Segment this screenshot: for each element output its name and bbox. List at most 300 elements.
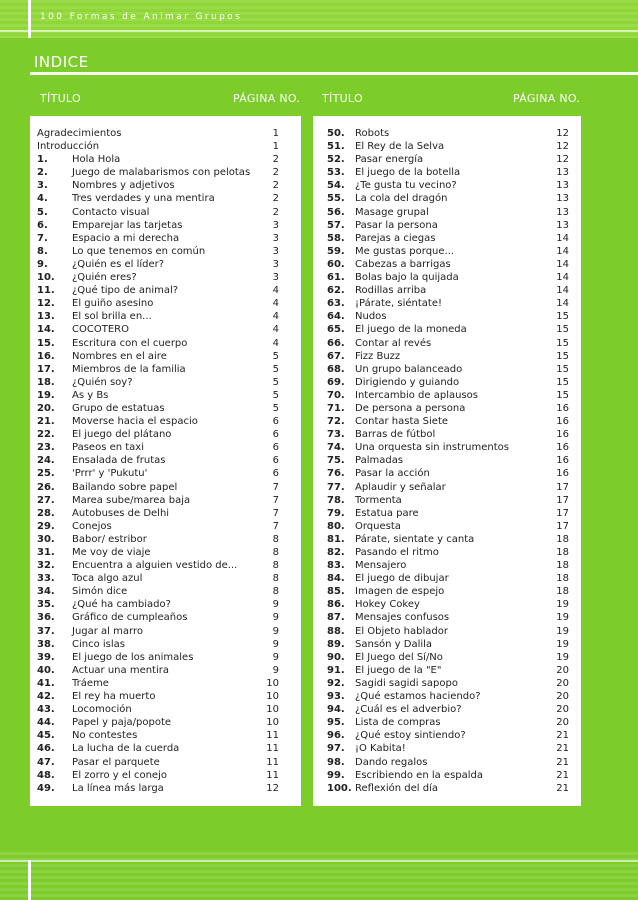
- entry-title: 'Prrr' y 'Pukutu': [72, 468, 148, 480]
- entry-number: 35.: [37, 599, 55, 611]
- index-entry: [313, 258, 581, 271]
- entry-number: 20.: [37, 402, 55, 414]
- index-entry: [313, 454, 581, 467]
- entry-page-number: 20: [556, 704, 569, 716]
- index-entry: [30, 140, 301, 153]
- entry-number: 87.: [327, 612, 345, 624]
- entry-number: 42.: [37, 691, 55, 703]
- entry-title: Cabezas a barrigas: [355, 258, 451, 270]
- index-entry: [313, 690, 581, 703]
- entry-number: 8.: [37, 245, 48, 257]
- entry-title: El zorro y el conejo: [72, 769, 167, 781]
- entry-number: 41.: [37, 677, 55, 689]
- left-col-title-header: TÍTULO: [40, 92, 81, 105]
- index-entry: [30, 376, 301, 389]
- index-entry: [30, 297, 301, 310]
- index-entry: [30, 389, 301, 402]
- entry-number: 3.: [37, 180, 48, 192]
- entry-page-number: 17: [556, 481, 569, 493]
- entry-number: 36.: [37, 612, 55, 624]
- entry-title: Estatua pare: [355, 507, 419, 519]
- entry-title: Lista de compras: [355, 717, 441, 729]
- entry-page-number: 18: [556, 560, 569, 572]
- entry-page-number: 7: [272, 520, 279, 532]
- entry-page-number: 10: [266, 691, 279, 703]
- entry-number: 9.: [37, 258, 48, 270]
- entry-title: Sansón y Dalila: [355, 638, 433, 650]
- entry-page-number: 5: [272, 389, 279, 401]
- index-entry: [313, 166, 581, 179]
- entry-title: Nombres en el aire: [72, 350, 167, 362]
- entry-page-number: 5: [272, 363, 279, 375]
- entry-number: 39.: [37, 651, 55, 663]
- index-entry: [30, 258, 301, 271]
- entry-page-number: 21: [556, 756, 569, 768]
- entry-title: Pasar la acción: [355, 468, 430, 480]
- entry-title: ¿Quién eres?: [72, 272, 137, 284]
- entry-title: Cinco islas: [72, 638, 125, 650]
- entry-page-number: 12: [266, 782, 279, 794]
- index-entry: [30, 769, 301, 782]
- index-entry: [313, 415, 581, 428]
- entry-number: 86.: [327, 599, 345, 611]
- entry-title: El juego de la moneda: [355, 324, 467, 336]
- entry-number: 57.: [327, 219, 345, 231]
- entry-title: Contacto visual: [72, 206, 150, 218]
- entry-number: 93.: [327, 691, 345, 703]
- index-entry: [313, 284, 581, 297]
- entry-title: Conejos: [72, 520, 112, 532]
- entry-number: 100.: [327, 782, 352, 794]
- entry-title: Hola Hola: [72, 154, 121, 166]
- index-entry: [313, 572, 581, 585]
- index-entry: [30, 729, 301, 742]
- entry-title: Robots: [355, 128, 390, 139]
- entry-number: 37.: [37, 625, 55, 637]
- index-entry: [30, 454, 301, 467]
- entry-number: 51.: [327, 141, 345, 153]
- entry-number: 65.: [327, 324, 345, 336]
- entry-number: 44.: [37, 717, 55, 729]
- entry-number: 56.: [327, 206, 345, 218]
- entry-title: Marea sube/marea baja: [72, 494, 191, 506]
- entry-number: 99.: [327, 769, 345, 781]
- index-entry: [313, 467, 581, 480]
- entry-number: 82.: [327, 547, 345, 558]
- index-title: INDICE: [34, 53, 89, 71]
- entry-number: 13.: [37, 311, 55, 323]
- entry-number: 80.: [327, 520, 345, 532]
- entry-number: 71.: [327, 402, 345, 414]
- index-entry: [313, 585, 581, 598]
- entry-number: 47.: [37, 756, 55, 768]
- right-col-page-header: PÁGINA NO.: [513, 92, 581, 105]
- index-entry: [313, 323, 581, 336]
- entry-title: Ensalada de frutas: [72, 455, 166, 467]
- entry-title: Párate, sientate y canta: [355, 533, 475, 545]
- entry-title: ¿Te gusta tu vecino?: [355, 180, 457, 192]
- entry-title: Jugar al marro: [72, 625, 143, 637]
- entry-number: 17.: [37, 363, 55, 375]
- entry-page-number: 15: [556, 389, 569, 401]
- entry-page-number: 3: [272, 219, 279, 231]
- entry-title: Mensajero: [355, 560, 407, 572]
- entry-number: 48.: [37, 769, 55, 781]
- entry-title: ¿Qué tipo de animal?: [72, 285, 179, 297]
- entry-number: 7.: [37, 232, 48, 244]
- index-entry: [30, 533, 301, 546]
- entry-number: 12.: [37, 298, 55, 310]
- entry-page-number: 20: [556, 664, 569, 676]
- entry-page-number: 14: [556, 245, 569, 257]
- entry-title: ¿Quién es el líder?: [72, 258, 165, 270]
- header-accent-bar: [28, 0, 31, 38]
- entry-title: Emparejar las tarjetas: [72, 219, 183, 231]
- entry-title: Dirigiendo y guiando: [355, 376, 460, 388]
- entry-page-number: 5: [272, 376, 279, 388]
- index-entry: [30, 415, 301, 428]
- entry-page-number: 4: [272, 298, 279, 310]
- index-entry: [30, 756, 301, 769]
- entry-title: COCOTERO: [72, 324, 129, 336]
- entry-title: Papel y paja/popote: [72, 717, 172, 729]
- index-entry: [313, 651, 581, 664]
- entry-title: Actuar una mentira: [72, 664, 169, 676]
- index-entry: [30, 690, 301, 703]
- index-entry: [313, 638, 581, 651]
- entry-title: Bolas bajo la quijada: [355, 272, 459, 284]
- index-entry: [30, 323, 301, 336]
- entry-page-number: 4: [272, 285, 279, 297]
- index-entry: [313, 232, 581, 245]
- index-entry: [313, 219, 581, 232]
- entry-page-number: 9: [272, 625, 279, 637]
- entry-page-number: 18: [556, 586, 569, 598]
- index-entry: [30, 192, 301, 205]
- index-entry: [30, 677, 301, 690]
- index-entry: [313, 389, 581, 402]
- entry-title: Fizz Buzz: [355, 350, 401, 362]
- entry-number: 90.: [327, 651, 345, 663]
- entry-number: 5.: [37, 206, 48, 218]
- entry-page-number: 11: [266, 730, 279, 742]
- entry-page-number: 21: [556, 769, 569, 781]
- entry-number: 60.: [327, 258, 345, 270]
- entry-title: Rodillas arriba: [355, 285, 427, 297]
- index-entry: [313, 716, 581, 729]
- index-entry: [313, 520, 581, 533]
- entry-title: Miembros de la familia: [72, 363, 186, 375]
- entry-page-number: 19: [556, 651, 569, 663]
- entry-title: La lucha de la cuerda: [72, 743, 180, 755]
- entry-title: Bailando sobre papel: [72, 481, 178, 493]
- index-entry: [30, 494, 301, 507]
- index-entry: [30, 651, 301, 664]
- entry-title: ¡O Kabita!: [355, 743, 406, 755]
- entry-page-number: 3: [272, 272, 279, 284]
- entry-page-number: 11: [266, 756, 279, 768]
- entry-page-number: 16: [556, 455, 569, 467]
- entry-number: 15.: [37, 337, 55, 349]
- entry-page-number: 3: [272, 232, 279, 244]
- footer-accent-bar: [28, 860, 31, 900]
- entry-page-number: 15: [556, 350, 569, 362]
- index-entry: [30, 310, 301, 323]
- entry-title: Mensajes confusos: [355, 612, 450, 624]
- entry-number: 31.: [37, 547, 55, 558]
- index-entry: [313, 677, 581, 690]
- entry-page-number: 4: [272, 337, 279, 349]
- entry-title: Simón dice: [72, 586, 128, 598]
- index-entry: [313, 625, 581, 638]
- entry-page-number: 15: [556, 376, 569, 388]
- index-entry: [313, 245, 581, 258]
- entry-number: 14.: [37, 324, 55, 336]
- entry-number: 2.: [37, 167, 48, 179]
- index-entry: [30, 611, 301, 624]
- index-entry: [313, 376, 581, 389]
- entry-page-number: 10: [266, 704, 279, 716]
- entry-page-number: 5: [272, 402, 279, 414]
- entry-title: Introducción: [37, 141, 100, 153]
- entry-title: Escritura con el cuerpo: [72, 337, 188, 349]
- entry-number: 21.: [37, 416, 55, 428]
- index-entry: [30, 337, 301, 350]
- entry-page-number: 2: [272, 206, 279, 218]
- entry-number: 68.: [327, 363, 345, 375]
- index-entry: [30, 206, 301, 219]
- index-entry: [313, 494, 581, 507]
- index-entry: [30, 546, 301, 559]
- entry-number: 63.: [327, 298, 345, 310]
- entry-number: 24.: [37, 455, 55, 467]
- index-entry: [313, 337, 581, 350]
- entry-title: Una orquesta sin instrumentos: [355, 442, 509, 454]
- entry-page-number: 9: [272, 638, 279, 650]
- entry-page-number: 4: [272, 311, 279, 323]
- entry-number: 33.: [37, 573, 55, 585]
- entry-page-number: 16: [556, 402, 569, 414]
- index-entry: [313, 756, 581, 769]
- index-entry: [30, 585, 301, 598]
- entry-number: 52.: [327, 154, 345, 166]
- index-entry: [313, 192, 581, 205]
- entry-title: La cola del dragón: [355, 193, 448, 205]
- entry-page-number: 21: [556, 782, 569, 794]
- entry-title: Encuentra a alguien vestido de...: [72, 560, 238, 572]
- index-entry: [313, 140, 581, 153]
- entry-number: 1.: [37, 154, 48, 166]
- entry-number: 84.: [327, 573, 345, 585]
- entry-title: Reflexión del día: [355, 782, 438, 794]
- entry-page-number: 14: [556, 298, 569, 310]
- index-entry: [313, 127, 581, 140]
- entry-page-number: 14: [556, 232, 569, 244]
- entry-title: Un grupo balanceado: [355, 363, 463, 375]
- entry-page-number: 13: [556, 206, 569, 218]
- index-entry: [313, 559, 581, 572]
- entry-number: 89.: [327, 638, 345, 650]
- entry-page-number: 9: [272, 599, 279, 611]
- entry-number: 74.: [327, 442, 345, 454]
- entry-title: Tormenta: [355, 494, 402, 506]
- index-entry: [30, 350, 301, 363]
- index-entry: [313, 729, 581, 742]
- index-entry: [30, 664, 301, 677]
- entry-title: El Objeto hablador: [355, 625, 448, 637]
- entry-title: ¿Cuál es el adverbio?: [355, 704, 462, 716]
- entry-number: 50.: [327, 128, 345, 139]
- entry-page-number: 12: [556, 128, 569, 139]
- index-entry: [313, 546, 581, 559]
- entry-number: 73.: [327, 429, 345, 441]
- entry-number: 19.: [37, 389, 55, 401]
- index-entry: [30, 127, 301, 140]
- entry-number: 38.: [37, 638, 55, 650]
- entry-number: 54.: [327, 180, 345, 192]
- index-entry: [30, 402, 301, 415]
- entry-page-number: 7: [272, 481, 279, 493]
- index-entry: [30, 363, 301, 376]
- entry-title: Pasar energía: [355, 154, 424, 166]
- index-entry: [30, 232, 301, 245]
- entry-title: Espacio a mi derecha: [72, 232, 180, 244]
- index-entry: [30, 179, 301, 192]
- index-entry: [30, 703, 301, 716]
- entry-number: 94.: [327, 704, 345, 716]
- entry-title: Contar al revés: [355, 337, 432, 349]
- entry-title: Me voy de viaje: [72, 547, 151, 558]
- index-entry: [30, 520, 301, 533]
- entry-page-number: 9: [272, 664, 279, 676]
- entry-title: Palmadas: [355, 455, 404, 467]
- entry-page-number: 8: [272, 586, 279, 598]
- index-entry: [313, 206, 581, 219]
- entry-page-number: 15: [556, 363, 569, 375]
- entry-title: Me gustas porque...: [355, 245, 455, 257]
- entry-title: Barras de fútbol: [355, 429, 436, 441]
- index-entry: [30, 153, 301, 166]
- entry-page-number: 8: [272, 560, 279, 572]
- index-entry: [30, 166, 301, 179]
- index-list-right: [313, 127, 581, 795]
- entry-number: 16.: [37, 350, 55, 362]
- entry-page-number: 13: [556, 219, 569, 231]
- entry-number: 18.: [37, 376, 55, 388]
- entry-page-number: 19: [556, 612, 569, 624]
- entry-page-number: 20: [556, 677, 569, 689]
- entry-number: 53.: [327, 167, 345, 179]
- entry-page-number: 13: [556, 167, 569, 179]
- index-entry: [313, 363, 581, 376]
- entry-page-number: 18: [556, 547, 569, 558]
- entry-page-number: 3: [272, 245, 279, 257]
- entry-page-number: 2: [272, 180, 279, 192]
- entry-page-number: 2: [272, 154, 279, 166]
- entry-page-number: 4: [272, 324, 279, 336]
- entry-page-number: 6: [272, 416, 279, 428]
- entry-number: 77.: [327, 481, 345, 493]
- index-entry: [313, 402, 581, 415]
- index-entry: [30, 625, 301, 638]
- entry-number: 32.: [37, 560, 55, 572]
- entry-page-number: 1: [272, 141, 279, 153]
- index-entry: [313, 179, 581, 192]
- entry-title: Pasar el parquete: [72, 756, 160, 768]
- entry-number: 6.: [37, 219, 48, 231]
- entry-title: Autobuses de Delhi: [72, 507, 170, 519]
- entry-page-number: 13: [556, 180, 569, 192]
- entry-page-number: 14: [556, 272, 569, 284]
- entry-page-number: 6: [272, 455, 279, 467]
- entry-title: ¿Qué estamos haciendo?: [355, 691, 481, 703]
- index-entry: [30, 219, 301, 232]
- entry-title: Hokey Cokey: [355, 599, 420, 611]
- entry-number: 78.: [327, 494, 345, 506]
- index-panel-left: [30, 116, 301, 806]
- entry-title: El guiño asesino: [72, 298, 154, 310]
- entry-title: El juego del plátano: [72, 429, 172, 441]
- index-entry: [30, 245, 301, 258]
- entry-title: ¿Qué ha cambiado?: [72, 599, 171, 611]
- entry-page-number: 7: [272, 494, 279, 506]
- index-entry: [30, 284, 301, 297]
- entry-title: El juego de la botella: [355, 167, 461, 179]
- entry-page-number: 16: [556, 442, 569, 454]
- entry-number: 62.: [327, 285, 345, 297]
- entry-page-number: 10: [266, 717, 279, 729]
- index-entry: [313, 703, 581, 716]
- entry-number: 23.: [37, 442, 55, 454]
- entry-number: 67.: [327, 350, 345, 362]
- entry-number: 64.: [327, 311, 345, 323]
- entry-title: ¿Quién soy?: [72, 376, 133, 388]
- entry-number: 59.: [327, 245, 345, 257]
- entry-page-number: 9: [272, 612, 279, 624]
- entry-title: No contestes: [72, 730, 138, 742]
- entry-page-number: 17: [556, 494, 569, 506]
- entry-page-number: 18: [556, 573, 569, 585]
- index-entry: [30, 742, 301, 755]
- top-band: [0, 0, 638, 38]
- entry-number: 96.: [327, 730, 345, 742]
- entry-page-number: 5: [272, 350, 279, 362]
- index-entry: [313, 611, 581, 624]
- entry-number: 43.: [37, 704, 55, 716]
- entry-page-number: 18: [556, 533, 569, 545]
- entry-number: 75.: [327, 455, 345, 467]
- entry-page-number: 3: [272, 258, 279, 270]
- index-entry: [313, 153, 581, 166]
- entry-page-number: 11: [266, 743, 279, 755]
- entry-title: Escribiendo en la espalda: [355, 769, 484, 781]
- index-entry: [313, 664, 581, 677]
- left-col-page-header: PÁGINA NO.: [233, 92, 301, 105]
- entry-page-number: 21: [556, 743, 569, 755]
- index-entry: [30, 559, 301, 572]
- entry-number: 22.: [37, 429, 55, 441]
- entry-number: 79.: [327, 507, 345, 519]
- entry-title: Grupo de estatuas: [72, 402, 165, 414]
- entry-number: 10.: [37, 272, 55, 284]
- index-entry: [30, 716, 301, 729]
- entry-number: 45.: [37, 730, 55, 742]
- entry-page-number: 16: [556, 468, 569, 480]
- entry-number: 85.: [327, 586, 345, 598]
- index-entry: [313, 507, 581, 520]
- entry-title: Paseos en taxi: [72, 442, 144, 454]
- entry-page-number: 15: [556, 337, 569, 349]
